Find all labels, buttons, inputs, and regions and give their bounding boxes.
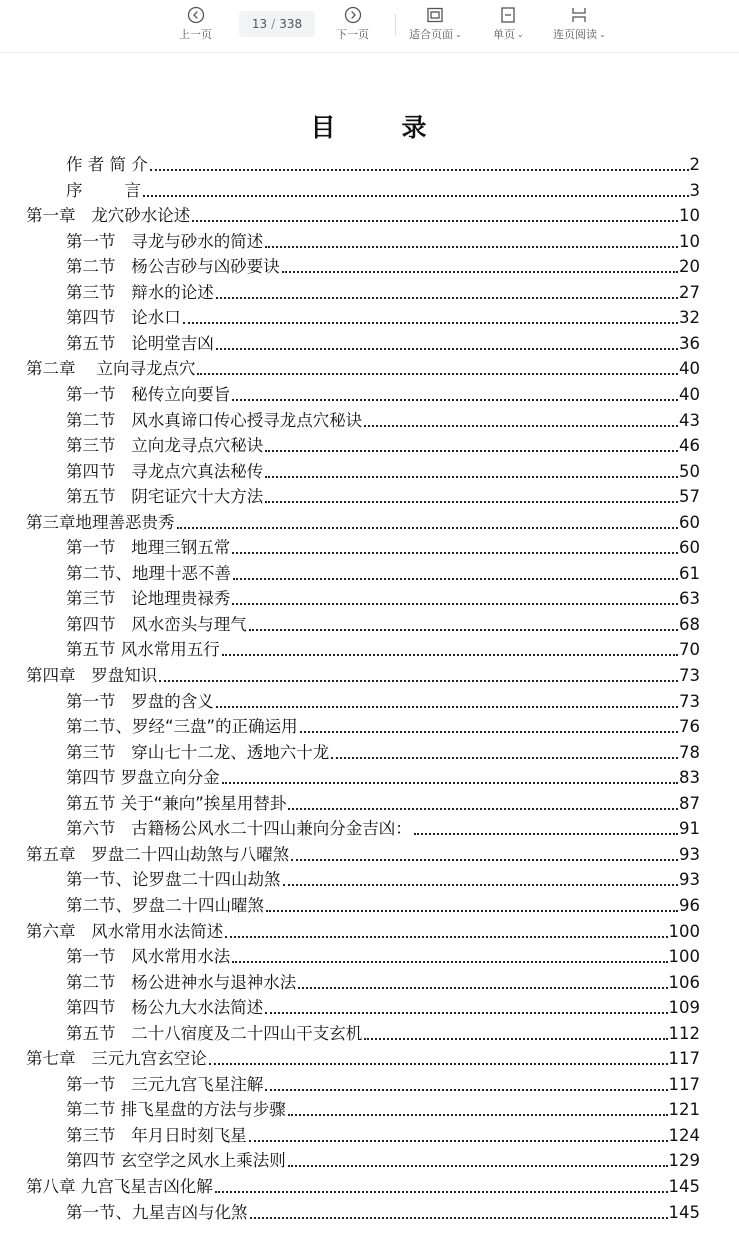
toc-page-number: 91	[679, 819, 700, 839]
toc-page-number: 57	[679, 487, 700, 507]
toc-entry-title: 第五节 论明堂吉凶	[66, 333, 214, 353]
fit-page-text: 适合页面	[409, 28, 453, 41]
toc-page-number: 50	[679, 461, 700, 481]
toc-section-entry[interactable]	[66, 1097, 700, 1122]
next-page-label: 下一页	[336, 28, 369, 41]
toc-dot-leader	[222, 654, 678, 656]
toc-section-entry[interactable]	[66, 714, 700, 739]
toc-chapter-entry[interactable]	[26, 842, 700, 867]
toc-entry-title: 第三节 论地理贵禄秀	[66, 589, 231, 609]
toc-entry-title: 第二章 立向寻龙点穴	[26, 359, 196, 379]
toc-section-entry[interactable]	[66, 893, 700, 918]
toc-page-number: 40	[679, 359, 700, 379]
toc-page-number: 46	[679, 436, 700, 456]
toolbar-divider	[395, 14, 396, 36]
toc-page-number: 117	[668, 1049, 700, 1069]
toc-dot-leader	[283, 884, 679, 886]
toc-entry-title: 第一节 寻龙与砂水的简述	[66, 231, 264, 251]
toc-entry-title: 第一节、论罗盘二十四山劫煞	[66, 870, 281, 890]
toc-section-entry[interactable]	[66, 382, 700, 407]
toc-section-entry[interactable]	[66, 178, 700, 203]
toc-page-number: 73	[679, 666, 700, 685]
prev-page-button[interactable]	[179, 6, 212, 42]
toc-entry-title: 第二节、罗经“三盘”的正确运用	[66, 717, 298, 737]
toc-dot-leader	[197, 373, 678, 375]
toc-section-entry[interactable]	[66, 1200, 700, 1225]
single-page-label	[493, 26, 524, 42]
toc-section-entry[interactable]	[66, 408, 700, 433]
toc-dot-leader	[233, 578, 678, 580]
toc-dot-leader	[364, 1038, 667, 1040]
toc-section-entry[interactable]	[66, 791, 700, 816]
toc-dot-leader	[177, 527, 679, 529]
toc-dot-leader	[265, 246, 678, 248]
toc-entry-title: 第四节 论水口	[66, 308, 181, 328]
toc-dot-leader	[250, 1217, 668, 1219]
toc-dot-leader	[298, 987, 667, 989]
toc-dot-leader	[143, 195, 689, 197]
toc-dot-leader	[282, 271, 678, 273]
toc-page-number: 32	[679, 308, 700, 328]
toc-dot-leader	[265, 476, 678, 478]
toc-page-number: 27	[679, 282, 700, 302]
toc-chapter-entry[interactable]	[26, 203, 700, 228]
toc-dot-leader	[225, 936, 667, 938]
toc-entry-title: 第六章 风水常用水法简述	[26, 921, 224, 941]
toc-section-entry[interactable]	[66, 867, 700, 892]
toc-dot-leader	[209, 1063, 668, 1065]
chevron-down-icon: ⌄	[599, 29, 606, 39]
toc-entry-title: 第三章地理善恶贵秀	[26, 512, 175, 532]
toc-section-entry[interactable]	[66, 459, 700, 484]
prev-page-label: 上一页	[179, 28, 212, 41]
toc-dot-leader	[232, 399, 678, 401]
toc-entry-title: 第一节 风水常用水法	[66, 947, 231, 967]
continuous-reading-button[interactable]	[553, 6, 606, 42]
toc-entry-title: 第五节 阴宅证穴十大方法	[66, 487, 264, 507]
toc-dot-leader	[265, 1089, 667, 1091]
toc-entry-title: 第三节 辩水的论述	[66, 282, 214, 302]
toc-page-number: 93	[679, 870, 700, 890]
toc-dot-leader	[249, 1140, 668, 1142]
toc-entry-title: 第八章 九宫飞星吉凶化解	[26, 1177, 213, 1196]
single-page-button[interactable]	[493, 6, 524, 42]
toc-chapter-entry[interactable]	[26, 663, 700, 688]
toc-page-number: 73	[679, 691, 700, 711]
toc-section-entry[interactable]	[66, 1148, 700, 1173]
toc-page-number: 124	[668, 1125, 700, 1145]
toc-page-number: 40	[679, 384, 700, 404]
toc-section-entry[interactable]	[66, 280, 700, 305]
toc-dot-leader	[232, 603, 678, 605]
toc-section-entry[interactable]	[66, 433, 700, 458]
toc-page-number: 43	[679, 410, 700, 430]
toc-section-entry[interactable]	[66, 944, 700, 969]
toc-section-entry[interactable]	[66, 689, 700, 714]
toc-entry-title: 第二节、地理十恶不善	[66, 563, 231, 583]
chevron-left-circle-icon	[187, 6, 205, 24]
toc-dot-leader	[266, 910, 678, 912]
toc-dot-leader	[288, 808, 678, 810]
toc-page-number: 96	[679, 895, 700, 915]
toc-entry-title: 第四节 杨公九大水法简述	[66, 998, 264, 1018]
toc-section-entry[interactable]	[66, 254, 700, 279]
toc-entry-title: 第三节 穿山七十二龙、透地六十龙	[66, 742, 330, 762]
toc-dot-leader	[215, 1191, 668, 1193]
toc-page-number: 76	[679, 717, 700, 737]
toc-page-number: 70	[679, 640, 700, 660]
toc-entry-title: 第二节 杨公进神水与退神水法	[66, 972, 297, 992]
single-page-text: 单页	[493, 28, 515, 41]
toc-section-entry[interactable]	[66, 535, 700, 560]
toc-dot-leader	[265, 1012, 667, 1014]
toc-dot-leader	[288, 1114, 668, 1116]
toc-chapter-entry[interactable]	[26, 356, 700, 381]
current-page-number[interactable]: 13	[251, 17, 268, 31]
toc-entry-title: 第一节 地理三钢五常	[66, 538, 231, 558]
toc-page-number: 100	[668, 947, 700, 967]
toc-chapter-entry[interactable]	[26, 1046, 700, 1071]
continuous-reading-label	[553, 26, 606, 42]
continuous-reading-text: 连页阅读	[553, 28, 597, 41]
toc-dot-leader	[183, 322, 678, 324]
toc-entry-title: 作 者 简 介	[66, 155, 148, 174]
toc-section-entry[interactable]	[66, 970, 700, 995]
toc-entry-title: 第六节 古籍杨公风水二十四山兼向分金吉凶：	[66, 819, 412, 839]
toc-section-entry[interactable]	[66, 1072, 700, 1097]
toc-entry-title: 第四节 寻龙点穴真法秘传	[66, 461, 264, 481]
title-char-1: 目	[310, 113, 338, 142]
toc-dot-leader	[265, 450, 678, 452]
toc-section-entry[interactable]	[66, 1123, 700, 1148]
toc-page-number: 68	[679, 614, 700, 634]
toc-section-entry[interactable]	[66, 612, 700, 637]
toc-page-number: 3	[689, 180, 700, 200]
toc-page-number: 60	[679, 512, 700, 532]
toc-section-entry[interactable]	[66, 765, 700, 790]
toc-entry-title: 第五节 二十八宿度及二十四山干支玄机	[66, 1023, 363, 1043]
toc-section-entry[interactable]	[66, 152, 700, 177]
toc-page-number: 20	[679, 257, 700, 277]
toc-entry-title: 第二节 杨公吉砂与凶砂要诀	[66, 257, 280, 277]
next-page-button[interactable]	[336, 6, 369, 42]
toc-entry-title: 第二节 风水真谛口传心授寻龙点穴秘诀	[66, 410, 363, 430]
toc-page-number: 78	[679, 742, 700, 762]
toc-page-number: 61	[679, 563, 700, 583]
toc-page-number: 106	[668, 972, 700, 992]
toc-entry-title: 第四节 罗盘立向分金	[66, 768, 220, 788]
viewer-toolbar	[0, 0, 739, 53]
toc-dot-leader	[288, 1165, 668, 1167]
fit-page-label	[409, 26, 462, 42]
continuous-pages-icon	[570, 6, 588, 24]
toc-section-entry[interactable]	[66, 995, 700, 1020]
toc-page-number: 63	[679, 589, 700, 609]
toc-section-entry[interactable]	[66, 637, 700, 662]
toc-page-number: 36	[679, 333, 700, 353]
toc-entry-title: 第二节 排飞星盘的方法与步骤	[66, 1100, 286, 1120]
toc-dot-leader	[331, 757, 678, 759]
chevron-right-circle-icon	[344, 6, 362, 24]
toc-entry-title: 第四节 风水峦头与理气	[66, 614, 247, 634]
toc-section-entry[interactable]	[66, 305, 700, 330]
toc-dot-leader	[300, 731, 678, 733]
toc-entry-title: 第三节 立向龙寻点穴秘诀	[66, 436, 264, 456]
toc-page-number: 145	[668, 1177, 700, 1196]
toc-page-number: 87	[679, 793, 700, 813]
toc-section-entry[interactable]	[66, 1021, 700, 1046]
page-separator: /	[271, 17, 276, 31]
toc-dot-leader	[265, 501, 678, 503]
toc-page-number: 93	[679, 844, 700, 864]
toc-page-number: 129	[668, 1151, 700, 1171]
toc-dot-leader	[232, 961, 667, 963]
toc-dot-leader	[216, 706, 678, 708]
toc-page-number: 121	[668, 1100, 700, 1120]
toc-page-number: 83	[679, 768, 700, 788]
toc-chapter-entry[interactable]	[26, 919, 700, 944]
fit-page-button[interactable]	[409, 6, 462, 42]
chevron-down-icon: ⌄	[517, 29, 524, 39]
toc-entry-title: 第四章 罗盘知识	[26, 666, 158, 685]
fit-page-icon	[426, 6, 444, 24]
toc-entry-title: 第一节 秘传立向要旨	[66, 384, 231, 404]
toc-section-entry[interactable]	[66, 229, 700, 254]
toc-page-number: 112	[668, 1023, 700, 1043]
toc-dot-leader	[222, 782, 678, 784]
toc-page-number: 109	[668, 998, 700, 1018]
toc-dot-leader	[192, 220, 678, 222]
toc-entry-title: 第七章 三元九宫玄空论	[26, 1049, 207, 1069]
toc-section-entry[interactable]	[66, 740, 700, 765]
toc-entry-title: 第一章 龙穴砂水论述	[26, 206, 191, 226]
toc-entry-title: 第五节 关于“兼向”挨星用替卦	[66, 793, 287, 813]
toc-page-number: 10	[679, 206, 700, 226]
toc-section-entry[interactable]	[66, 484, 700, 509]
toc-section-entry[interactable]	[66, 331, 700, 356]
title-char-2: 录	[401, 113, 429, 142]
toc-dot-leader	[216, 297, 678, 299]
toc-page-number: 2	[689, 155, 700, 174]
toc-entry-title: 第二节、罗盘二十四山曜煞	[66, 895, 264, 915]
toc-dot-leader	[150, 169, 689, 171]
toc-section-entry[interactable]	[66, 561, 700, 586]
toc-page-number: 117	[668, 1074, 700, 1094]
toc-entry-title: 序 言	[66, 180, 141, 200]
toc-entry-title: 第一节 罗盘的含义	[66, 691, 214, 711]
toc-page-number: 100	[668, 921, 700, 941]
toc-chapter-entry[interactable]	[26, 1174, 700, 1199]
page-indicator[interactable]	[239, 11, 315, 37]
toc-section-entry[interactable]	[66, 586, 700, 611]
page-title	[0, 108, 739, 144]
toc-entry-title: 第一节、九星吉凶与化煞	[66, 1202, 248, 1222]
toc-page-number: 10	[679, 231, 700, 251]
toc-entry-title: 第一节 三元九宫飞星注解	[66, 1074, 264, 1094]
toc-page-number: 60	[679, 538, 700, 558]
chevron-down-icon: ⌄	[455, 29, 462, 39]
toc-dot-leader	[364, 425, 678, 427]
single-page-icon	[499, 6, 517, 24]
toc-dot-leader	[216, 348, 678, 350]
toc-entry-title: 第三节 年月日时刻飞星	[66, 1125, 247, 1145]
toc-chapter-entry[interactable]	[26, 510, 700, 535]
toc-entry-title: 第五节 风水常用五行	[66, 640, 220, 660]
total-pages: 338	[279, 17, 303, 31]
toc-dot-leader	[414, 833, 678, 835]
toc-dot-leader	[232, 552, 678, 554]
toc-dot-leader	[291, 859, 678, 861]
toc-dot-leader	[159, 680, 678, 682]
toc-entry-title: 第四节 玄空学之风水上乘法则	[66, 1151, 286, 1171]
toc-dot-leader	[249, 629, 678, 631]
toc-entry-title: 第五章 罗盘二十四山劫煞与八曜煞	[26, 844, 290, 864]
toc-page-number: 145	[668, 1202, 700, 1222]
toc-section-entry[interactable]	[66, 816, 700, 841]
